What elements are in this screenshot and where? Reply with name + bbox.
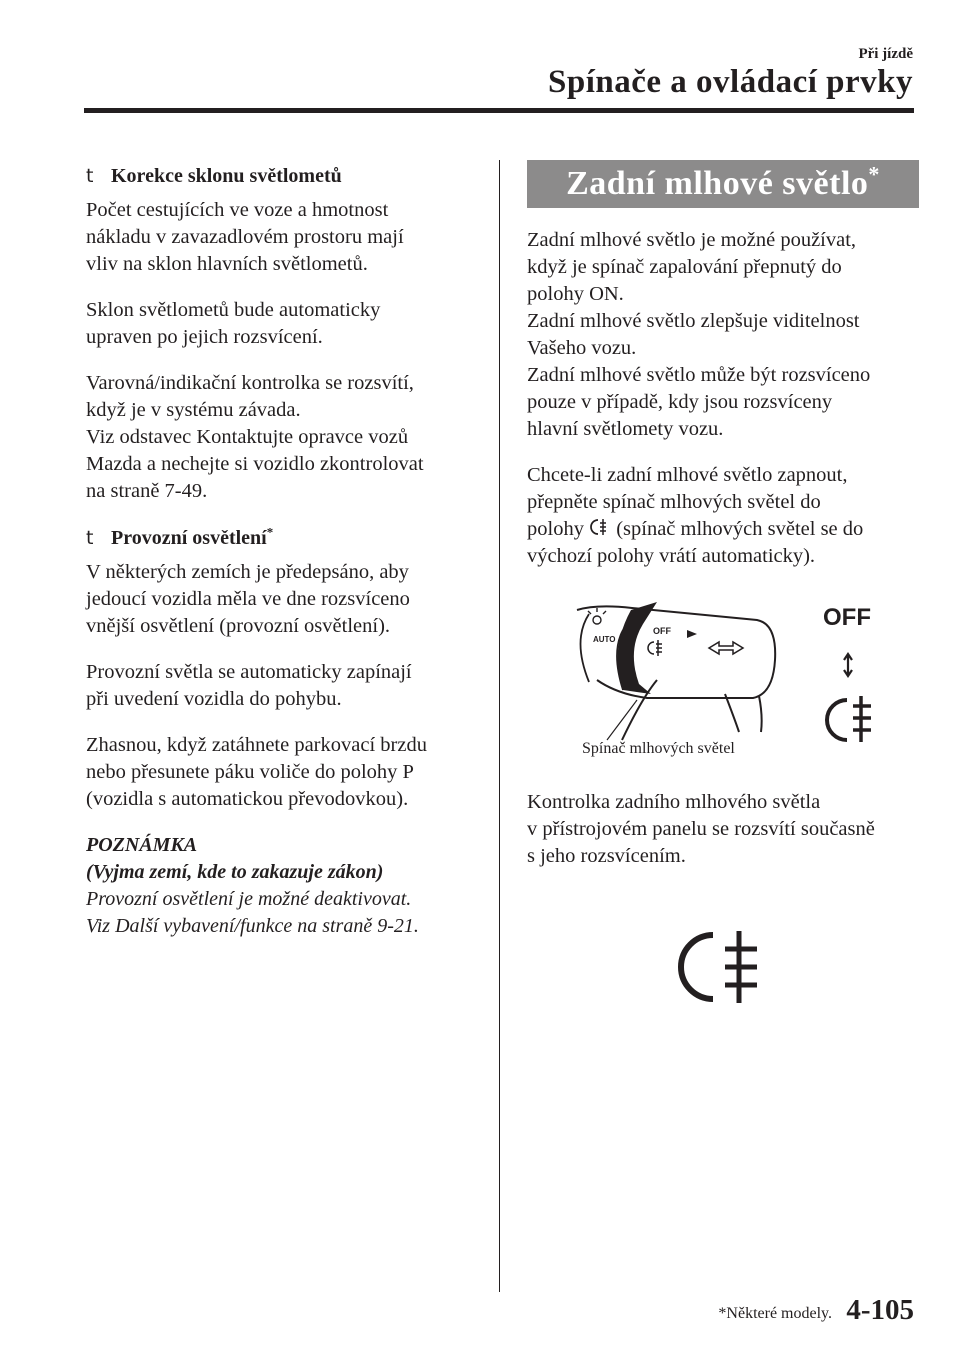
- rear-fog-light-icon: [589, 516, 611, 538]
- page-number: 4-105: [846, 1294, 914, 1326]
- stalk-auto-mark: AUTO: [593, 635, 616, 644]
- text-line: s jeho rozsvícením.: [527, 845, 686, 867]
- text-line: vnější osvětlení (provozní osvětlení).: [86, 615, 391, 637]
- footnote-mark: *: [868, 161, 880, 187]
- headlight-leveling-paragraph-2: [86, 297, 478, 351]
- daytime-lights-paragraph-1: [86, 559, 478, 640]
- text-line: upraven po jejich rozsvícení.: [86, 326, 323, 348]
- up-down-arrow-icon: [844, 654, 852, 676]
- note-line: Viz Další vybavení/funkce na straně 9-21.: [86, 915, 419, 937]
- text-line: V některých zemích je předepsáno, aby: [86, 561, 409, 583]
- right-column: [527, 160, 919, 870]
- text-line: (vozidla s automatickou převodovkou).: [86, 788, 409, 810]
- daytime-lights-heading: [86, 524, 478, 552]
- fog-light-paragraph-3: [527, 789, 919, 870]
- text-line: jedoucí vozidla měla ve dne rozsvíceno: [86, 588, 410, 610]
- text-fragment: (spínač mlhových světel se do: [616, 518, 864, 540]
- headlight-leveling-paragraph-1: [86, 197, 478, 278]
- stalk-ring: [581, 614, 624, 690]
- daytime-lights-paragraph-2: [86, 659, 478, 713]
- fog-switch-figure: [527, 590, 919, 770]
- heading-text: Korekce sklonu světlometů: [111, 165, 342, 187]
- section-bullet: t: [86, 165, 94, 187]
- text-line: když je v systému závada.: [86, 399, 301, 421]
- stalk-fog-icon: [648, 640, 662, 656]
- stalk-headlight-icon: [588, 608, 606, 624]
- text-line: nákladu v zavazadlovém prostoru mají: [86, 226, 404, 248]
- note-line: Provozní osvětlení je možné deaktivovat.: [86, 888, 412, 910]
- fog-light-paragraph-1: [527, 227, 919, 443]
- text-line: Zadní mlhové světlo zlepšuje viditelnost: [527, 310, 860, 332]
- text-line: Počet cestujících ve voze a hmotnost: [86, 199, 389, 221]
- stalk-arrow-mark: [687, 630, 697, 638]
- off-label: OFF: [823, 604, 871, 631]
- text-line: Mazda a nechejte si vozidlo zkontrolovat: [86, 453, 424, 475]
- footnote-mark: *: [266, 524, 274, 540]
- section-bullet: t: [86, 527, 94, 549]
- text-line: Chcete-li zadní mlhové světlo zapnout,: [527, 464, 848, 486]
- daytime-lights-paragraph-3: [86, 732, 478, 813]
- note-title: (Vyjma zemí, kde to zakazuje zákon): [86, 861, 384, 883]
- text-line: Zadní mlhové světlo je možné používat,: [527, 229, 857, 251]
- text-line: při uvedení vozidla do pohybu.: [86, 688, 342, 710]
- text-line: Sklon světlometů bude automaticky: [86, 299, 381, 321]
- header-section: Při jízdě: [858, 46, 913, 62]
- stalk-off-mark: OFF: [653, 626, 671, 636]
- text-fragment: polohy: [527, 518, 584, 540]
- text-line: když je spínač zapalování přepnutý do: [527, 256, 842, 278]
- banner-text: Zadní mlhové světlo: [566, 165, 869, 202]
- text-line: pouze v případě, kdy jsou rozsvíceny: [527, 391, 833, 413]
- text-line: Viz odstavec Kontaktujte opravce vozů: [86, 426, 409, 448]
- text-line: Zadní mlhové světlo může být rozsvíceno: [527, 364, 871, 386]
- text-line: Vašeho vozu.: [527, 337, 637, 359]
- headlight-leveling-paragraph-3: [86, 370, 478, 505]
- text-line: Provozní světla se automaticky zapínají: [86, 661, 412, 683]
- rotation-arrow-icon: [618, 602, 657, 694]
- text-line: Varovná/indikační kontrolka se rozsvítí,: [86, 372, 414, 394]
- text-line: přepněte spínač mlhových světel do: [527, 491, 821, 513]
- headlight-leveling-heading: [86, 162, 478, 190]
- stalk-turn-signal-icon: [709, 642, 743, 654]
- text-line: vliv na sklon hlavních světlometů.: [86, 253, 368, 275]
- text-line: výchozí polohy vrátí automaticky).: [527, 545, 816, 567]
- column-divider: [499, 160, 500, 1292]
- fog-light-paragraph-2: [527, 462, 919, 570]
- section-banner: [527, 160, 919, 208]
- note-box: [86, 832, 478, 940]
- page-title: Spínače a ovládací prvky: [548, 64, 913, 100]
- text-line: polohy ON.: [527, 283, 624, 305]
- stalk-body: [577, 606, 775, 740]
- footnote: *Některé modely.: [718, 1305, 832, 1322]
- text-line: [527, 516, 919, 543]
- heading-text: Provozní osvětlení: [111, 527, 267, 549]
- text-line: na straně 7-49.: [86, 480, 208, 502]
- text-line: Kontrolka zadního mlhového světla: [527, 791, 821, 813]
- text-line: hlavní světlomety vozu.: [527, 418, 724, 440]
- text-line: Zhasnou, když zatáhnete parkovací brzdu: [86, 734, 427, 756]
- left-column: [86, 162, 478, 940]
- text-line: nebo přesunete páku voliče do polohy P: [86, 761, 414, 783]
- figure-caption: Spínač mlhových světel: [582, 740, 735, 757]
- note-label: POZNÁMKA: [86, 834, 198, 856]
- text-line: v přístrojovém panelu se rozsvítí současně: [527, 818, 875, 840]
- rear-fog-indicator-icon: [677, 927, 769, 1007]
- fog-position-icon: [827, 696, 871, 742]
- header-rule: [84, 108, 914, 113]
